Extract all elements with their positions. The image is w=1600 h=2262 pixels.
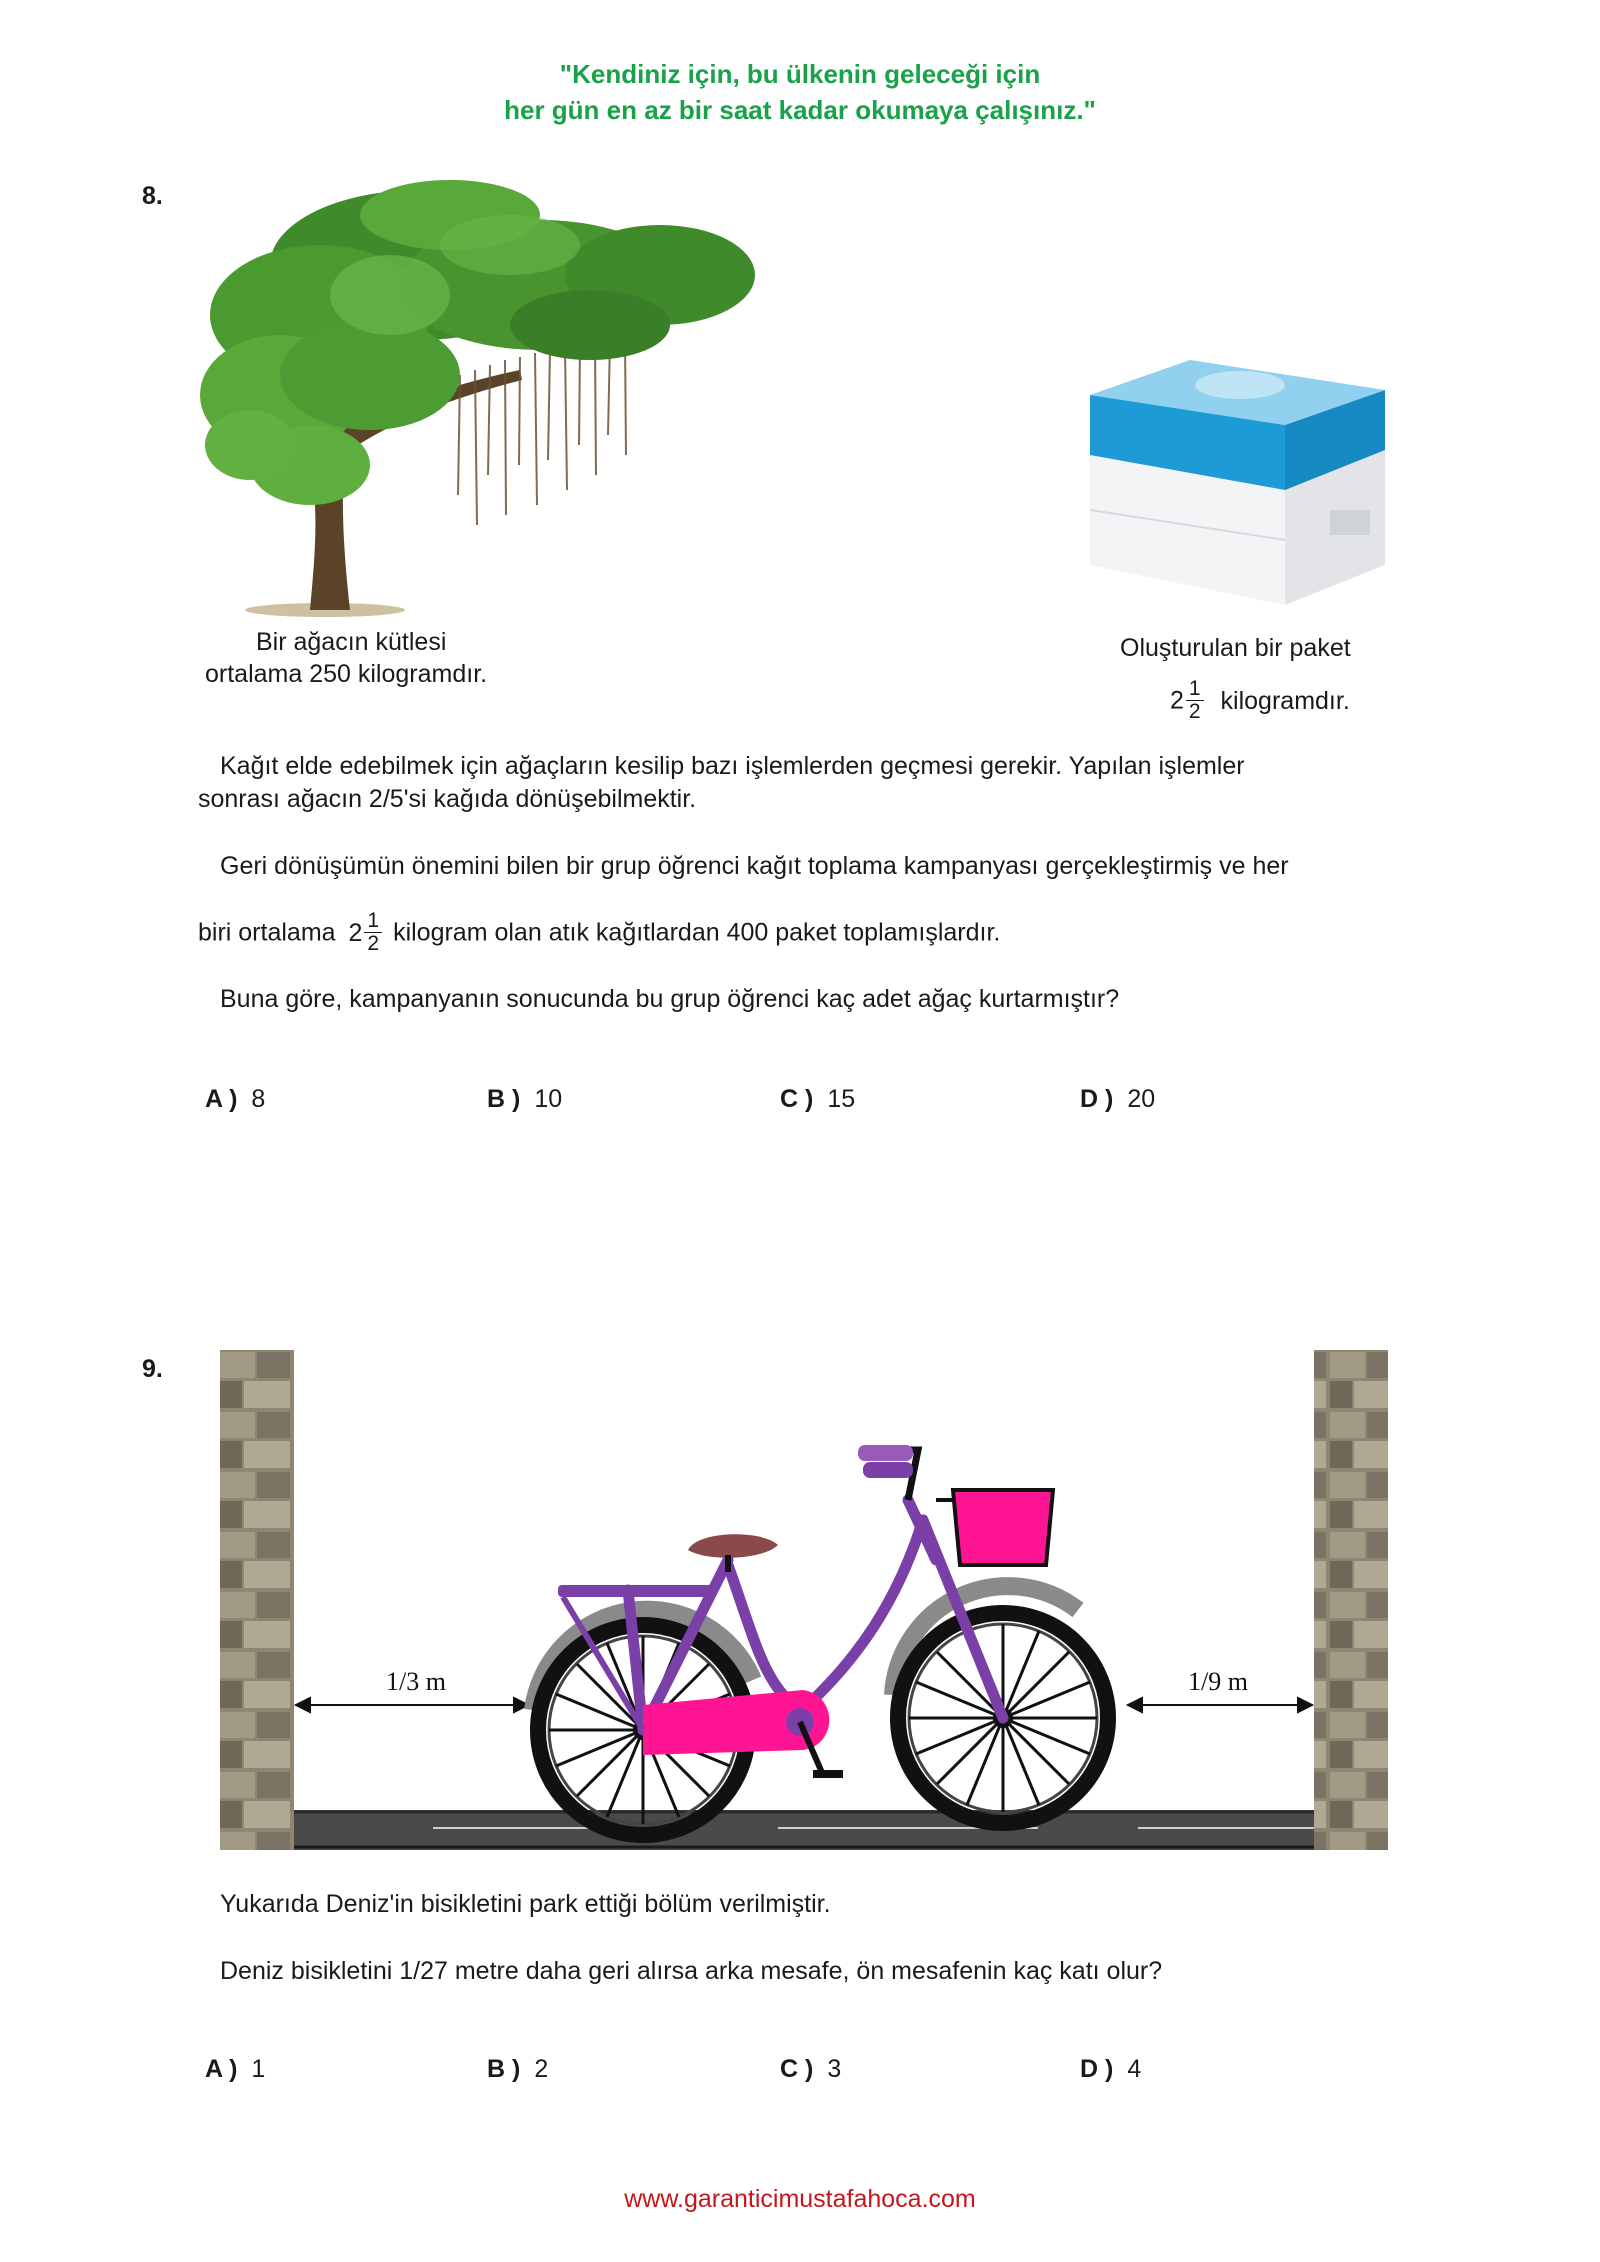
option-value: 2 [534, 2055, 549, 2083]
q9-option-a[interactable] [205, 2055, 265, 2084]
para2-whole: 2 [348, 918, 363, 947]
fraction-numerator: 1 [1186, 678, 1204, 701]
option-letter: C ) [780, 1085, 814, 1113]
tree-caption-line-2: ortalama 250 kilogramdır. [205, 660, 488, 688]
paper-caption-line-1: Oluşturulan bir paket [1120, 634, 1351, 662]
option-letter: B ) [487, 2055, 521, 2083]
q9-text-line-1: Yukarıda Deniz'in bisikletini park ettiği bölüm verilmiştir. [220, 1890, 831, 1918]
paper-weight-fraction [1186, 678, 1204, 723]
question-9-number: 9. [142, 1355, 163, 1383]
option-value: 20 [1127, 1085, 1156, 1113]
q9-text-line-2: Deniz bisikletini 1/27 metre daha geri alırsa arka mesafe, ön mesafenin kaç katı olur? [220, 1957, 1163, 1985]
q8-paragraph-1-line-1: Kağıt elde edebilmek için ağaçların kesilip bazı işlemlerden geçmesi gerekir. Yapılan işlemler [220, 752, 1245, 780]
option-value: 3 [827, 2055, 842, 2083]
option-value: 4 [1127, 2055, 1142, 2083]
option-value: 15 [827, 1085, 856, 1113]
option-letter: C ) [780, 2055, 814, 2083]
option-letter: D ) [1080, 2055, 1114, 2083]
fraction-numerator: 1 [364, 910, 382, 933]
q8-paragraph-2-line-1: Geri dönüşümün önemini bilen bir grup öğrenci kağıt toplama kampanyası gerçekleştirmiş ve her [220, 852, 1289, 880]
right-distance-arrow [1128, 1698, 1312, 1712]
tree-caption-line-1: Bir ağacın kütlesi [256, 628, 447, 656]
option-letter: D ) [1080, 1085, 1114, 1113]
para2-pre: biri ortalama [198, 918, 336, 947]
q9-option-b[interactable] [487, 2055, 548, 2084]
quote-line-2: her gün en az bir saat kadar okumaya çalışınız." [504, 95, 1096, 125]
quote-line-1: "Kendiniz için, bu ülkenin geleceği için [559, 59, 1041, 89]
fraction-denominator: 2 [1188, 700, 1201, 723]
q8-paragraph-1-line-2: sonrası ağacın 2/5'si kağıda dönüşebilmektir. [198, 785, 697, 813]
bike-seat [688, 1534, 778, 1557]
rear-rack [558, 1585, 713, 1597]
option-value: 8 [251, 1085, 266, 1113]
paper-box-image [1090, 350, 1390, 605]
paper-weight-unit: kilogramdır. [1220, 686, 1350, 715]
road [294, 1810, 1314, 1850]
option-letter: A ) [205, 2055, 238, 2083]
bike-parking-figure [218, 1350, 1390, 1852]
option-letter: A ) [205, 1085, 238, 1113]
option-value: 10 [534, 1085, 563, 1113]
header-quote [0, 56, 1600, 128]
right-distance-label: 1/9 m [1188, 1667, 1248, 1696]
left-distance-label: 1/3 m [386, 1667, 446, 1696]
paper-weight-whole: 2 [1170, 686, 1184, 715]
q8-option-a[interactable] [205, 1085, 265, 1114]
para2-post: kilogram olan atık kağıtlardan 400 paket toplamışlardır. [393, 918, 1001, 947]
left-distance-arrow [296, 1698, 528, 1712]
question-8-number: 8. [142, 182, 163, 210]
q8-option-d[interactable] [1080, 1085, 1155, 1114]
para2-fraction [364, 910, 382, 955]
option-value: 1 [251, 2055, 266, 2083]
q8-option-b[interactable] [487, 1085, 562, 1114]
option-letter: B ) [487, 1085, 521, 1113]
q9-option-c[interactable] [780, 2055, 841, 2084]
q9-option-d[interactable] [1080, 2055, 1141, 2084]
paper-weight [1170, 678, 1350, 723]
front-basket [953, 1490, 1053, 1565]
footer-link[interactable]: www.garanticimustafahoca.com [624, 2185, 976, 2213]
fraction-denominator: 2 [367, 932, 380, 955]
right-wall [1314, 1350, 1388, 1850]
q8-paragraph-2-line-2 [198, 910, 1000, 955]
tree-image [190, 175, 770, 620]
q8-question: Buna göre, kampanyanın sonucunda bu grup öğrenci kaç adet ağaç kurtarmıştır? [220, 985, 1120, 1013]
q8-option-c[interactable] [780, 1085, 855, 1114]
left-wall [220, 1350, 294, 1850]
